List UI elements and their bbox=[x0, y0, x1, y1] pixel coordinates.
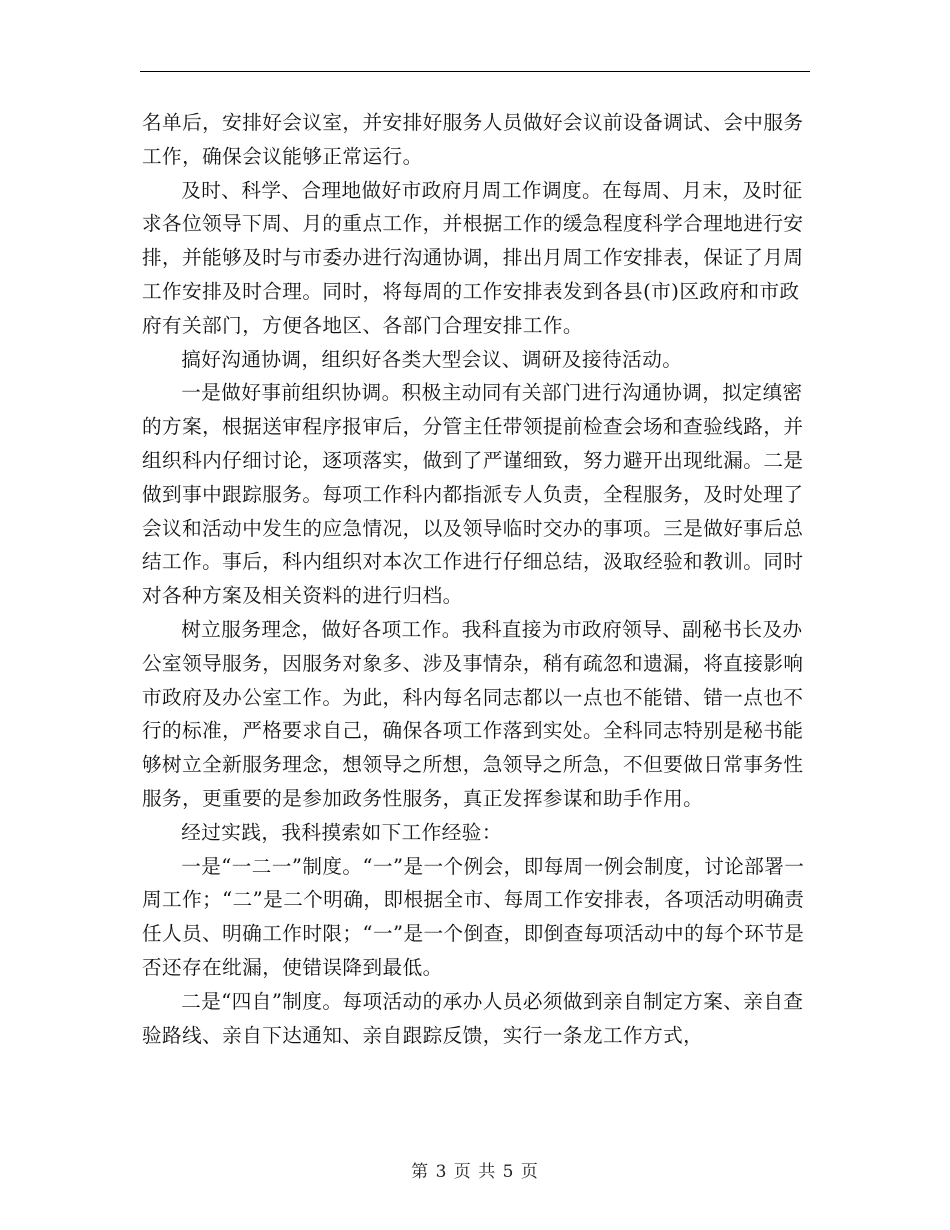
paragraph-8: 二是“四自”制度。每项活动的承办人员必须做到亲自制定方案、亲自查验路线、亲自下达通知、亲自跟踪反馈，实行一条龙工作方式， bbox=[142, 989, 804, 1047]
paragraph-5: 树立服务理念，做好各项工作。我科直接为市政府领导、副秘书长及办公室领导服务，因服务对象多、涉及事情杂，稍有疏忽和遗漏，将直接影响市政府及办公室工作。为此，科内每名同志都以一点也不能错、错一点也不行的标准，严格要求自己，确保各项工作落到实处。全科同志特别是秘书能够树立全新服务理念，想领导之所想，急领导之所急，不但要做日常事务性服务，更重要的是参加政务性服务，真正发挥参谋和助手作用。 bbox=[142, 617, 804, 810]
header-rule bbox=[140, 71, 810, 72]
paragraph-3: 搞好沟通协调，组织好各类大型会议、调研及接待活动。 bbox=[181, 347, 683, 371]
page-number-footer: 第 3 页 共 5 页 bbox=[411, 1162, 539, 1182]
paragraph-2: 及时、科学、合理地做好市政府月周工作调度。在每周、月末，及时征求各位领导下周、月的重点工作，并根据工作的缓急程度科学合理地进行安排，并能够及时与市委办进行沟通协调，排出月周工作安排表，保证了月周工作安排及时合理。同时，将每周的工作安排表发到各县(市)区政府和市政府有关部门，方便各地区、各部门合理安排工作。 bbox=[142, 178, 804, 337]
paragraph-6: 经过实践，我科摸索如下工作经验： bbox=[181, 820, 502, 844]
document-body bbox=[142, 106, 818, 1052]
paragraph-4: 一是做好事前组织协调。积极主动同有关部门进行沟通协调，拟定缜密的方案，根据送审程序报审后，分管主任带领提前检查会场和查验线路，并组织科内仔细讨论，逐项落实，做到了严谨细致，努力避开出现纰漏。二是做到事中跟踪服务。每项工作科内都指派专人负责，全程服务，及时处理了会议和活动中发生的应急情况，以及领导临时交办的事项。三是做好事后总结工作。事后，科内组织对本次工作进行仔细总结，汲取经验和教训。同时对各种方案及相关资料的进行归档。 bbox=[142, 381, 804, 608]
paragraph-7: 一是“一二一”制度。“一”是一个例会，即每周一例会制度，讨论部署一周工作；“二”是二个明确，即根据全市、每周工作安排表，各项活动明确责任人员、明确工作时限；“一”是一个倒查，即倒查每项活动中的每个环节是否还存在纰漏，使错误降到最低。 bbox=[142, 854, 805, 979]
paragraph-1: 名单后，安排好会议室，并安排好服务人员做好会议前设备调试、会中服务工作，确保会议能够正常运行。 bbox=[142, 111, 804, 168]
